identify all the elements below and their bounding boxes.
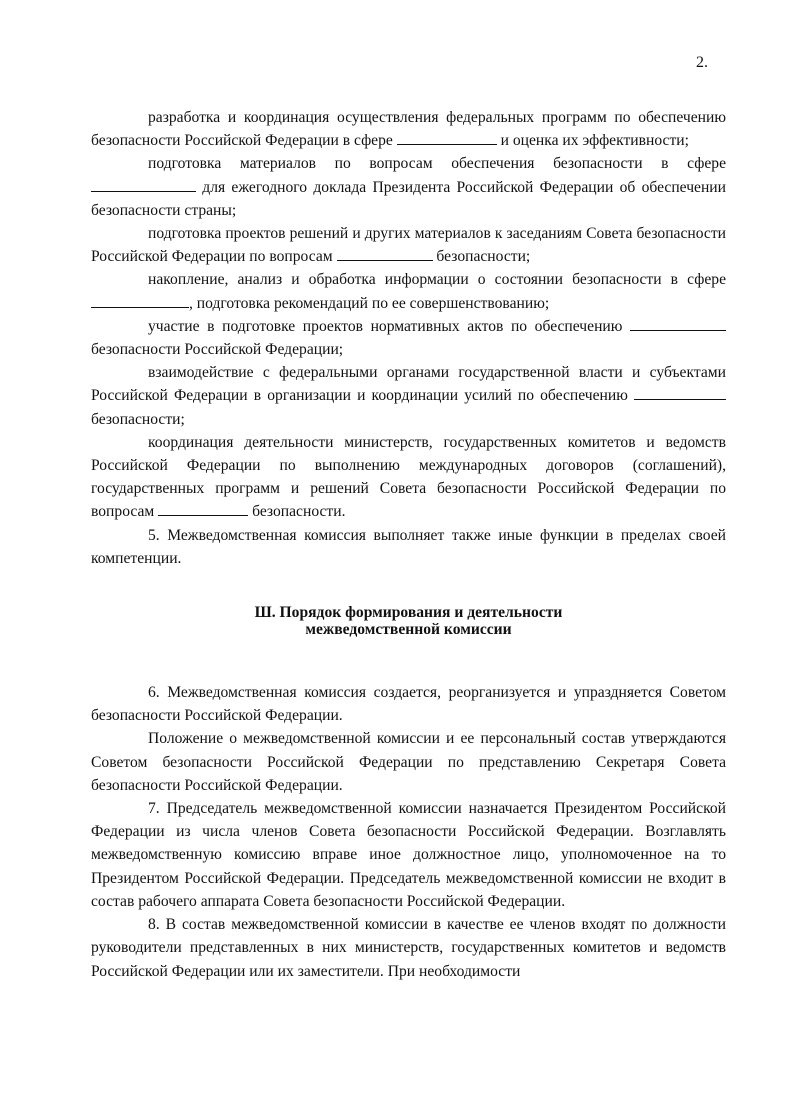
paragraph-function-programs	[91, 106, 726, 152]
paragraph-text: подготовка материалов по вопросам обеспечения безопасности в сфере	[148, 155, 726, 173]
blank-line	[158, 501, 248, 516]
paragraph-text: взаимодействие с федеральными органами государственной власти и субъектами Российской Федерации в организации и координации усилий по обеспечению	[91, 364, 726, 405]
paragraph-text: участие в подготовке проектов нормативных актов по обеспечению	[148, 317, 630, 335]
section-title	[91, 604, 726, 638]
paragraph-function-normative-acts	[91, 315, 726, 361]
paragraph-text: 5. Межведомственная комиссия выполняет также иные функции в пределах своей компетенции.	[91, 526, 726, 567]
blank-line	[91, 177, 196, 192]
paragraph-text: безопасности;	[91, 410, 185, 428]
paragraph-item-5	[91, 524, 726, 570]
paragraph-text: , подготовка рекомендаций по ее совершенствованию;	[189, 294, 550, 312]
spacer	[91, 570, 726, 604]
paragraph-function-decisions	[91, 222, 726, 268]
paragraph-function-coordination	[91, 431, 726, 524]
paragraph-item-6: 6. Межведомственная комиссия создается, реорганизуется и упраздняется Советом безопасности Российской Федерации.	[91, 684, 726, 725]
blank-line	[630, 316, 726, 331]
paragraph-text: разработка и координация осуществления федеральных программ по обеспечению безопасности Российской Федерации в сфере	[91, 109, 726, 150]
paragraph-text: накопление, анализ и обработка информации о состоянии безопасности в сфере	[148, 271, 726, 289]
paragraph-item-8: 8. В состав межведомственной комиссии в качестве ее членов входят по должности руководители представленных в них министерств, государственных комитетов и ведомств Российской Федерации или их заместители. При необходимости	[91, 916, 726, 980]
paragraph-regulation: Положение о межведомственной комиссии и ее персональный состав утверждаются Советом безопасности Российской Федерации по представлению Секретаря Совета безопасности Российской Федерации.	[91, 730, 726, 794]
paragraph-item-7: 7. Председатель межведомственной комиссии назначается Президентом Российской Федерации из числа членов Совета безопасности Российской Федерации. Возглавлять межведомственную комиссию вправе иное должностное лицо, уполномоченное на то Президентом Российской Федерации. Председатель межведомственной комиссии не входит в состав рабочего аппарата Совета безопасности Российской Федерации.	[91, 800, 726, 910]
section-title-line: Ш. Порядок формирования и деятельности	[254, 604, 563, 622]
paragraph-text: для ежегодного доклада Президента Российской Федерации об обеспечении безопасности страны;	[91, 178, 726, 219]
page-number: 2.	[696, 54, 708, 71]
paragraph-text: подготовка проектов решений и других материалов к заседаниям Совета безопасности Российской Федерации по вопросам	[91, 225, 726, 266]
paragraph-text: безопасности.	[248, 503, 346, 521]
paragraph-function-materials	[91, 152, 726, 222]
blank-line	[634, 385, 726, 400]
document-body	[91, 106, 726, 983]
blank-line	[337, 246, 433, 261]
blank-line	[397, 130, 497, 145]
section-title-line: межведомственной комиссии	[305, 621, 512, 639]
paragraph-function-information	[91, 268, 726, 314]
paragraph-text: координация деятельности министерств, государственных комитетов и ведомств Российской Федерации по выполнению международных договоров (соглашений), государственных программ и решений Совета безопасности Российской Федерации по вопросам	[91, 433, 726, 521]
paragraph-text: безопасности Российской Федерации;	[91, 341, 344, 359]
paragraph-text: и оценка их эффективности;	[496, 132, 689, 150]
spacer	[91, 638, 726, 681]
paragraph-function-interaction	[91, 361, 726, 431]
paragraph-text: безопасности;	[432, 248, 531, 266]
blank-line	[91, 293, 189, 308]
